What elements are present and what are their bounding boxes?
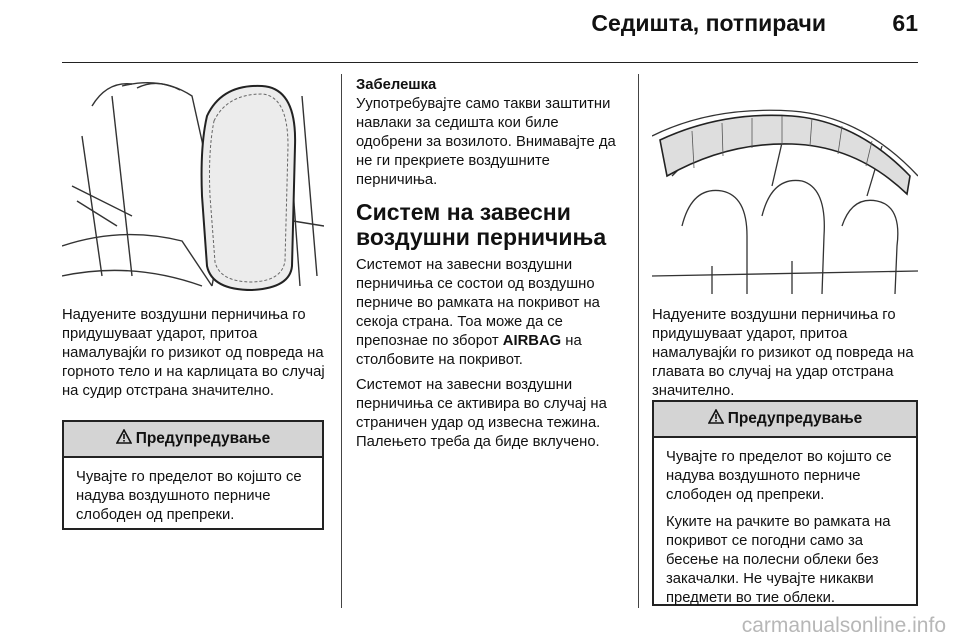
note-text: Уупотребувајте само такви заштитни навлаки за седишта кои биле одобрени за возилото. Внимавајте да не ги прекриете воздушните перничиња. — [356, 96, 616, 188]
header-divider — [62, 62, 918, 63]
warning-triangle-icon — [708, 409, 724, 429]
page-number: 61 — [892, 10, 918, 36]
section-paragraph: Системот на завесни воздушни перничиња се активира во случај на страничен удар од извесна тежина. Палењето треба да биде вклучено. — [356, 377, 607, 450]
page-title: Седишта, потпирачи — [591, 10, 826, 36]
seat-side-airbag-illustration — [62, 76, 324, 294]
note-label: Забелешка — [356, 77, 437, 93]
right-caption: Надуените воздушни перничиња го придушуваат ударот, притоа намалувајќи го ризикот од повреда на главата во случај на удар отстрана значително. — [652, 307, 914, 399]
warning-title: Предупредување — [727, 410, 863, 427]
warning-header — [654, 402, 916, 438]
warning-header — [64, 422, 322, 458]
airbag-label: AIRBAG — [502, 333, 562, 349]
section-title: Систем на завесни воздушни перничиња — [356, 199, 607, 250]
warning-text: Куките на рачките во рамката на покривот се погодни само за бесење на полесни облеки без закачалки. Не чувајте никакви предмети во тие облеки. — [666, 514, 891, 606]
watermark: carmanualsonline.info — [741, 614, 946, 637]
warning-box — [652, 400, 918, 606]
warning-box — [62, 420, 324, 530]
warning-text: Чувајте го пределот во којшто се надува воздушното перниче слободен од препреки. — [666, 449, 892, 503]
warning-title: Предупредување — [135, 430, 271, 447]
column-divider — [341, 74, 342, 608]
left-caption: Надуените воздушни перничиња го придушуваат ударот, притоа намалувајќи го ризикот од повреда на горното тело и на карлицата во случај на судир отстрана значително. — [62, 307, 325, 399]
warning-text: Чувајте го пределот во којшто се надува воздушното перниче слободен од препреки. — [76, 469, 302, 523]
section-paragraph — [356, 256, 626, 370]
column-divider — [638, 74, 639, 608]
warning-triangle-icon — [116, 429, 132, 449]
paragraph-text: Системот на завесни воздушни перничиња се состои од воздушно перниче во рамката на покривот на секоја страна. Тоа може да се препознае по зборот — [356, 257, 600, 349]
paragraph-text: на столбовите на покривот. — [356, 333, 582, 368]
curtain-airbag-illustration — [652, 76, 918, 294]
